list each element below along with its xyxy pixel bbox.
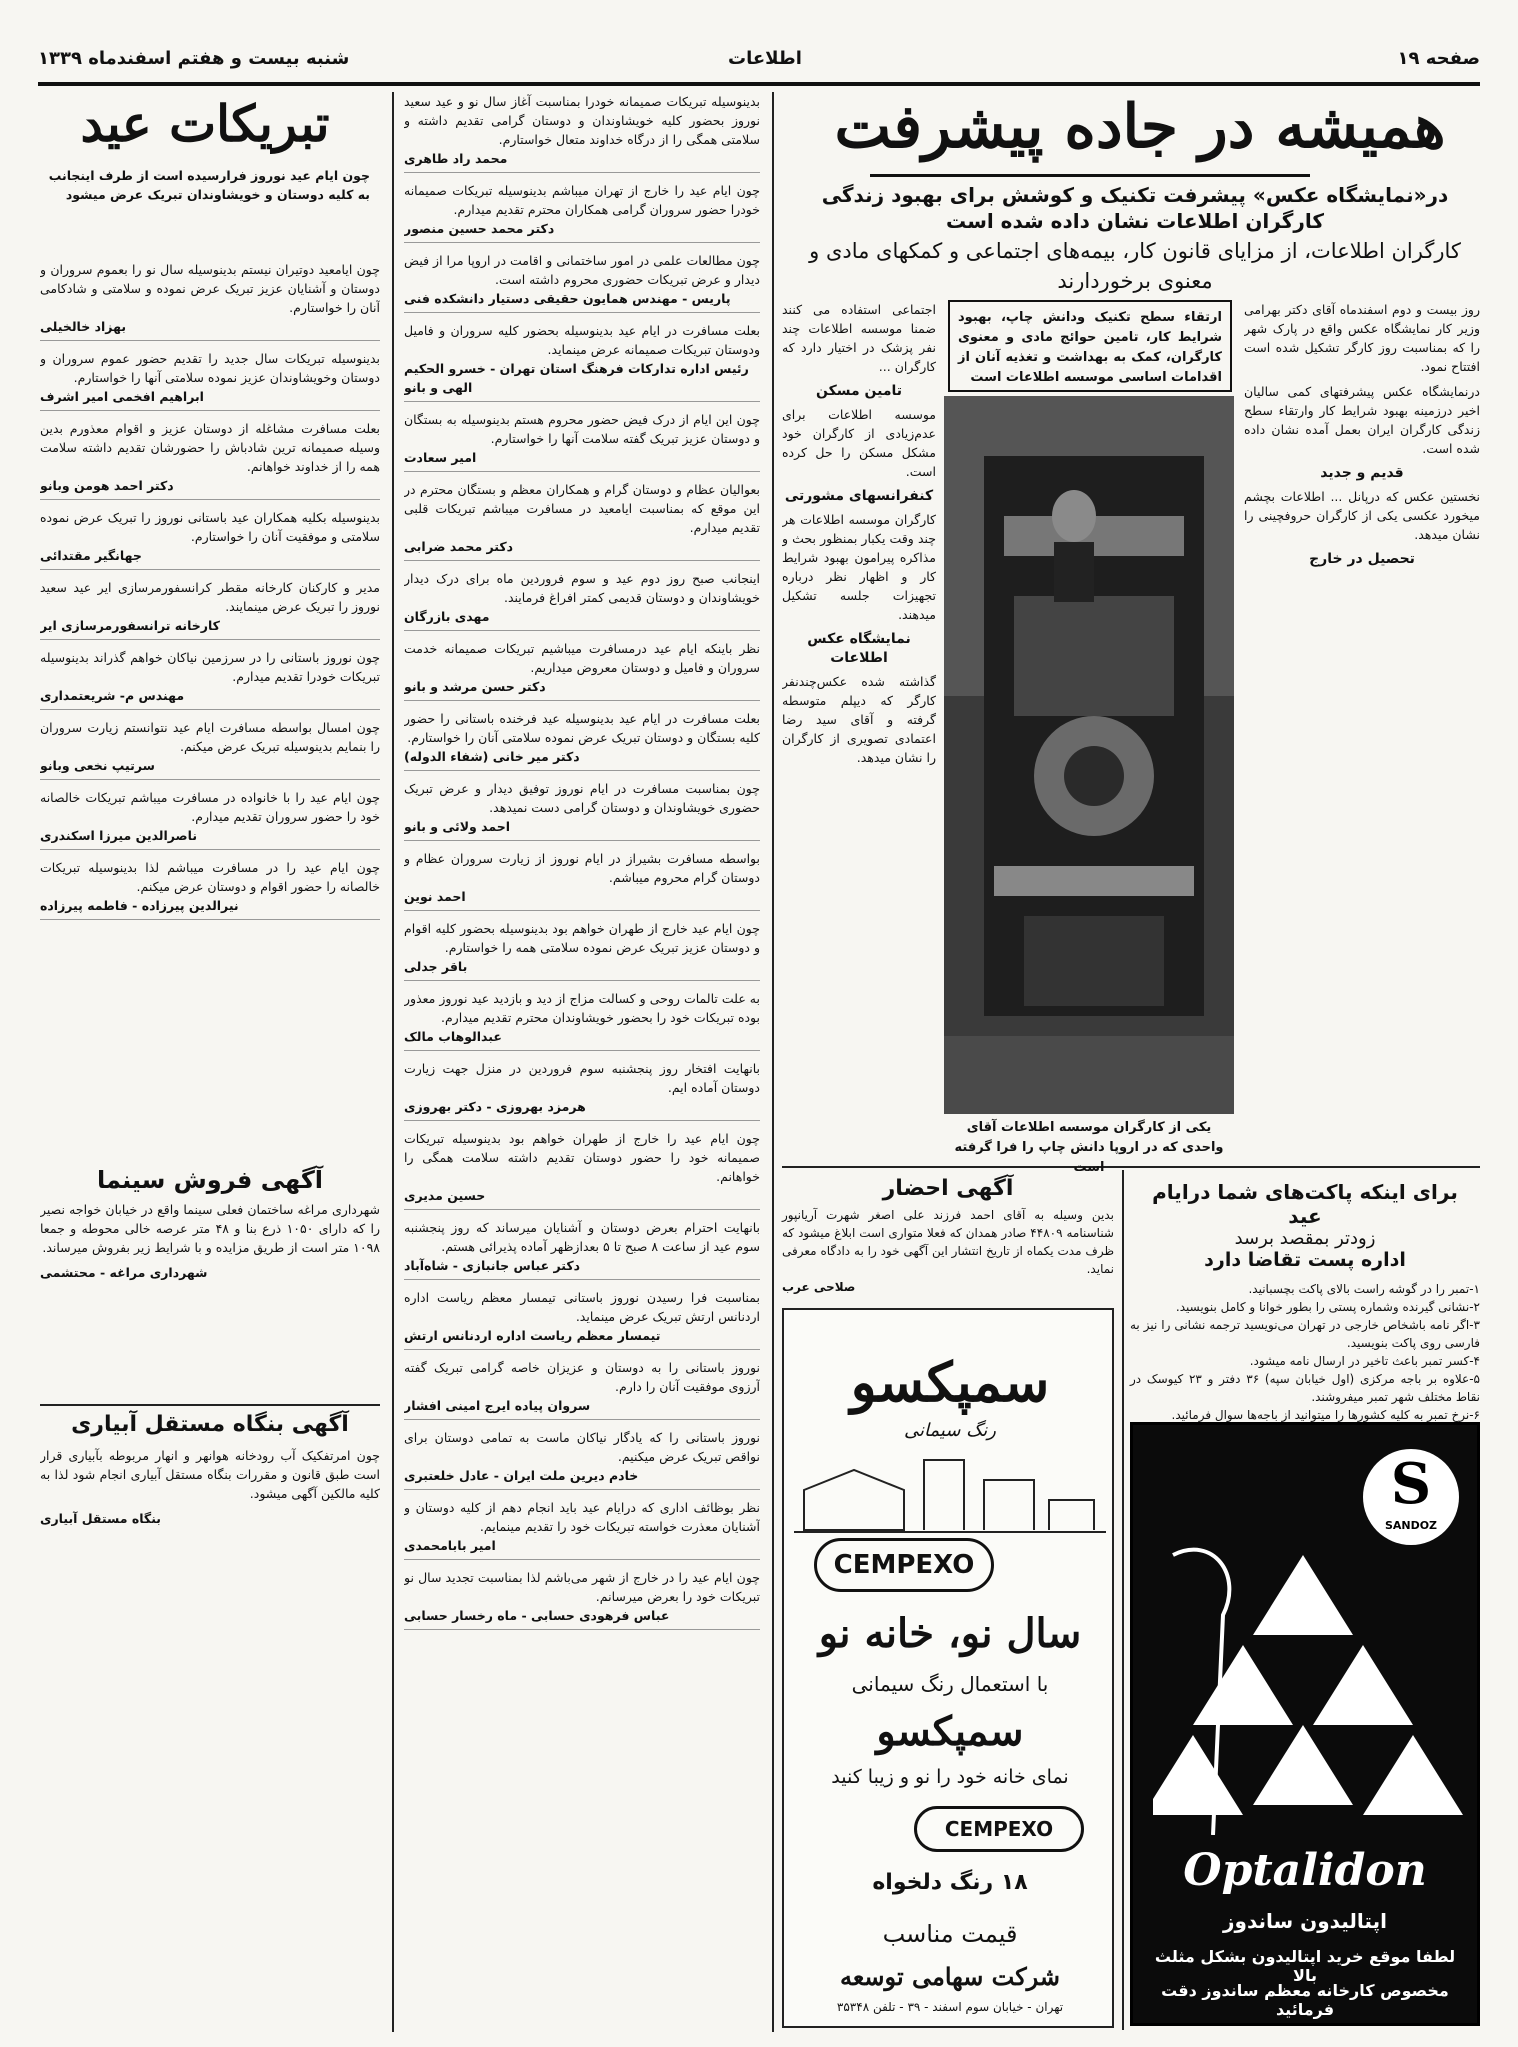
greeting-entry [404, 779, 760, 841]
paper-name: اطلاعات [728, 48, 802, 69]
issue-date: شنبه بیست و هفتم اسفندماه ۱۳۳۹ [38, 48, 350, 69]
greeting-entry [404, 1129, 760, 1210]
summons-signature: صلاحی عرب [782, 1280, 856, 1294]
paragraph: موسسه اطلاعات برای عدم‌زیادی از کارگران خود مشکل مسکن را حل کرده است. [782, 407, 936, 479]
greeting-signature: حسین مدیری [404, 1188, 486, 1203]
greeting-entry [40, 788, 380, 850]
postal-notice [1130, 1176, 1480, 1275]
greeting-text: چون ایام عید را در مسافرت میباشم لذا بدینوسیله تبریکات خالصانه را حضور اقوام و دوستان عرض میکنم. [40, 860, 380, 894]
greeting-text: بدینوسیله بکلیه همکاران عید باستانی نوروز را تبریک عرض نموده سلامتی و موفقیت آنان را خواستارم. [40, 510, 380, 544]
greeting-signature: باقر جدلی [404, 959, 468, 974]
cempexo-colors: ۱۸ رنگ دلخواه [872, 1870, 1028, 1895]
greeting-text: بدینوسیله تبریکات سال جدید را تقدیم حضور عموم سروران و دوستان وخویشاوندان عزیز نموده سلامتی آنها را خواستارم. [40, 351, 380, 385]
greeting-signature: نیرالدین پیرزاده - فاطمه پیرزاده [40, 898, 239, 913]
column-rule [1122, 1170, 1124, 2030]
greeting-entry [404, 989, 760, 1051]
greeting-entry [404, 919, 760, 981]
sandoz-fa3: مخصوص کارخانه معظم ساندوز دقت فرمائید [1161, 1981, 1449, 2019]
sandoz-fa2: لطفا موقع خرید اپتالیدون بشکل مثلث بالا [1154, 1947, 1456, 1985]
greeting-text: چون ایام عید را در خارج از شهر می‌باشم لذا بمناسبت تجدید سال نو تبریکات خود را بعرض میرسانم. [404, 1570, 760, 1604]
paragraph: کارگران موسسه اطلاعات هر چند وقت یکبار بمنظور بحث و مذاکره پیرامون بهبود شرایط کار و اظهار نظر درباره تجهیزات جلسه تشکیل میدهند. [782, 512, 936, 622]
sandoz-ad [1130, 1422, 1480, 2026]
section-rule [40, 1404, 380, 1406]
greeting-signature: ناصرالدین میرزا اسکندری [40, 828, 198, 843]
cempexo-ad [782, 1308, 1114, 2028]
title-rule [870, 174, 1310, 177]
page-number: صفحه ۱۹ [1397, 48, 1480, 69]
subhead: تامین مسکن [815, 383, 903, 399]
greeting-text: چون امسال بواسطه مسافرت ایام عید نتوانستم زیارت سروران را بنمایم بدینوسیله تبریک عرض میکنم. [40, 720, 380, 754]
greeting-text: بعلت مسافرت در ایام عید بدینوسیله عید فرخنده باستانی را حضور کلیه بستگان و دوستان تبریک عرض نموده سلامتی آنان را خواستارم. [404, 711, 760, 745]
greeting-entry [404, 321, 760, 402]
feature-subtitle: در«نمایشگاه عکس» پیشرفت تکنیک و کوشش برای بهبود زندگی کارگران اطلاعات نشان داده شده است [821, 183, 1449, 233]
feature-title: همیشه در جاده پیشرفت [834, 92, 1446, 162]
greeting-text: نوروز باستانی را که یادگار نیاکان ماست به تمامی دوستان برای نواقص تبریک عرض میکنیم. [404, 1430, 760, 1464]
cempexo-brand-fa: سمپکسو [850, 1350, 1050, 1414]
greeting-entry [404, 1288, 760, 1350]
greeting-signature: احمد نوین [404, 889, 466, 904]
cempexo-line2: با استعمال رنگ سیمانی [851, 1672, 1049, 1696]
irrigation-ad-body [40, 1446, 380, 2026]
paragraph: روز بیست و دوم اسفندماه آقای دکتر بهرامی وزیر کار نمایشگاه عکس واقع در پارک شهر را که بمناسبت روز کارگر تشکیل شده است افتتاح نمود. [1244, 302, 1480, 374]
sandoz-product: Optalidon [1183, 1845, 1427, 1896]
greeting-signature: عبدالوهاب مالک [404, 1029, 502, 1044]
greeting-entry [404, 709, 760, 771]
list-item: ۵-علاوه بر باجه مرکزی (اول خیابان سپه) ۳۶ دفتر و ۲۳ کیوسک در نقاط مختلف شهر تمبر میفروشند. [1130, 1372, 1480, 1404]
greeting-entry [40, 349, 380, 411]
photo-caption: یکی از کارگران موسسه اطلاعات آقای واحدی که در اروپا دانش چاپ را فرا گرفته است [954, 1120, 1224, 1175]
paragraph: درنمایشگاه عکس پیشرفتهای کمی سالیان اخیر درزمینه بهبود شرایط کار وارتقاء سطح زندگی کارگران ایران بعمل آمده نشان داده شده است. [1244, 384, 1480, 456]
greeting-signature: مهندس م- شریعتمداری [40, 688, 185, 703]
paragraph: نخستین عکس که درپانل ... اطلاعات بچشم میخورد عکسی یکی از کارگران حروفچینی را نشان میدهد. [1244, 489, 1480, 542]
list-item: ۳-اگر نامه باشخاص خارجی در تهران می‌نویسید ترجمه نشانی را نیز به فارسی روی پاکت بنویسید. [1130, 1318, 1480, 1350]
greeting-entry [40, 858, 380, 920]
greeting-text: بمناسبت فرا رسیدن نوروز باستانی تیمسار معظم ریاست اداره اردنانس ارتش تبریک عرض مینماید. [404, 1290, 760, 1324]
cempexo-slogan: سال نو، خانه نو [818, 1610, 1082, 1657]
column-rule [392, 92, 394, 2032]
cinema-ad-title: آگهی فروش سینما [97, 1166, 323, 1194]
greeting-entry [404, 1218, 760, 1280]
greeting-signature: هرمزد بهروزی - دکتر بهروزی [404, 1099, 586, 1114]
paragraph: گذاشته شده عکس‌چندنفر کارگر که دیپلم متوسطه گرفته و آقای سید رضا اعتمادی تصویری از کارگران را نشان میدهد. [782, 674, 936, 765]
list-item: ۱-تمبر را در گوشه راست بالای پاکت بچسبانید. [1248, 1282, 1480, 1296]
list-item: ۴-کسر تمبر باعث تاخیر در ارسال نامه میشود. [1249, 1354, 1480, 1368]
masthead-rule [38, 82, 1480, 86]
cempexo-company: شرکت سهامی توسعه [839, 1962, 1061, 1991]
greeting-entry [404, 1358, 760, 1420]
greeting-entry [404, 251, 760, 313]
greeting-entry [404, 92, 760, 173]
greeting-entry [40, 260, 380, 341]
greeting-signature: سروان پیاده ایرج امینی افشار [404, 1398, 591, 1413]
greeting-signature: دکتر محمد حسین منصور [404, 221, 555, 236]
greeting-text: بانهایت افتخار روز پنجشنبه سوم فروردین در منزل جهت زیارت دوستان آماده ایم. [404, 1061, 760, 1095]
greeting-text: چون ایام عید را خارج از طهران خواهم بود بدینوسیله تبریکات صمیمانه خود را حضور دوستان تقدیم داشته سلامت همگی را خواهانم. [404, 1131, 760, 1184]
greeting-signature: تیمسار معظم ریاست اداره اردنانس ارتش [404, 1328, 661, 1343]
cempexo-brand-fa-2: سمپکسو [876, 1708, 1024, 1755]
greeting-signature: ابراهیم افخمی امیر اشرف [40, 389, 204, 404]
greeting-entry [40, 578, 380, 640]
greeting-signature: دکتر میر خانی (شفاء الدوله) [404, 749, 580, 764]
greeting-text: نظر باینکه ایام عید درمسافرت میباشیم تبریکات صمیمانه خدمت سروران و فامیل و دوستان معروض میداریم. [404, 641, 760, 675]
greeting-text: اینجانب صبح روز دوم عید و سوم فروردین ماه برای درک دیدار خویشاوندان و دوستان قدیمی کمتر افراغ فرمایند. [404, 571, 760, 605]
subhead: قدیم و جدید [1320, 465, 1404, 481]
subhead: نمایشگاه عکس اطلاعات [807, 631, 911, 666]
printing-press-illustration [944, 396, 1234, 1114]
tablets-illustration [1153, 1535, 1463, 1835]
greeting-text: چون نوروز باستانی را در سرزمین نیاکان خواهم گذراند بدینوسیله تبریکات خودرا تقدیم میدارم. [40, 650, 380, 684]
postal-line2: زودتر بمقصد برسد [1234, 1228, 1376, 1249]
greeting-signature: امیر سعادت [404, 450, 477, 465]
greeting-signature: دکتر حسن مرشد و بانو [404, 679, 546, 694]
greeting-entry [404, 1498, 760, 1560]
greeting-entry [404, 1059, 760, 1121]
greeting-text: نوروز باستانی را به دوستان و عزیزان خاصه گرامی تبریک گفته آرزوی موفقیت آنان را دارم. [404, 1360, 760, 1394]
greeting-entry [40, 508, 380, 570]
cinema-ad-body [40, 1200, 380, 1400]
cinema-ad-signature: شهرداری مراغه - محتشمی [40, 1265, 208, 1280]
cempexo-logo-small: CEMPEXO [914, 1806, 1084, 1852]
greeting-signature: دکتر احمد هومن وبانو [40, 478, 174, 493]
greeting-signature: محمد راد طاهری [404, 151, 508, 166]
greeting-text: چون مطالعات علمی در امور ساختمانی و اقامت در اروپا مرا از فیض دیدار و عرض تبریکات حضوری محروم داشته است. [404, 253, 760, 287]
greeting-entry [404, 1568, 760, 1630]
greeting-entry [404, 849, 760, 911]
greeting-signature: احمد ولائی و بانو [404, 819, 511, 834]
greeting-signature: جهانگیر مقتدائی [40, 548, 142, 563]
greeting-entry [40, 419, 380, 500]
greeting-entry [40, 648, 380, 710]
greeting-signature: بهزاد خالخیلی [40, 319, 127, 334]
greeting-signature: سرتیپ نخعی وبانو [40, 758, 155, 773]
sandoz-logo: S SANDOZ [1363, 1449, 1459, 1545]
list-item: ۶-نرخ تمبر به کلیه کشورها را میتوانید از باجه‌ها سوال فرمائید. [1171, 1408, 1480, 1422]
greetings-column-1 [40, 260, 380, 1160]
greeting-entry [404, 569, 760, 631]
cempexo-price: قیمت مناسب [882, 1920, 1018, 1948]
paragraph: شهرداری مراغه ساختمان فعلی سینما واقع در خیابان خواجه نصیر را که دارای ۱۰۵۰ ذرع بنا و ۴۸ متر عرصه خالی محوطه و جمعا ۱۰۹۸ متر است از طریق مزایده و با شرایط زیر بفروش میرساند. [40, 1202, 380, 1255]
irrigation-ad-title: آگهی بنگاه مستقل آبیاری [71, 1412, 349, 1437]
greeting-entry [40, 718, 380, 780]
greeting-entry [404, 410, 760, 472]
cempexo-tagline: رنگ سیمانی [904, 1420, 996, 1441]
subhead: تحصیل در خارج [1309, 551, 1415, 567]
cempexo-line3: نمای خانه خود را نو و زیبا کنید [831, 1766, 1069, 1788]
postal-line1: برای اینکه پاکت‌های شما درایام عید [1152, 1180, 1458, 1228]
feature-deck: کارگران اطلاعات، از مزایای قانون کار، بیمه‌های اجتماعی و کمکهای مادی و معنوی برخوردارند [809, 239, 1461, 293]
greeting-text: چون ایام عید را با خانواده در مسافرت میباشم تبریکات خالصانه خود را حضور سروران تقدیم میدارم. [40, 790, 380, 824]
greeting-text: نظر بوظائف اداری که درایام عید باید انجام دهم از کلیه دوستان و آشنایان معذرت خواسته تبریکات خود را تقدیم مینمایم. [404, 1500, 760, 1534]
greeting-text: چون ایام عید خارج از طهران خواهم بود بدینوسیله بحضور کلیه اقوام و دوستان عزیز تبریک عرض نموده سلامتی همه را خواستارم. [404, 921, 760, 955]
postal-line3: اداره پست تقاضا دارد [1204, 1249, 1406, 1271]
skyline-icon [794, 1450, 1106, 1540]
greeting-signature: کارخانه ترانسفورمرسازی ایر [40, 618, 220, 633]
greeting-signature: دکتر عباس جانبازی - شاه‌آباد [404, 1258, 581, 1273]
greetings-title: تبریکات عید [80, 94, 330, 153]
greeting-text: چون بمناسبت مسافرت در ایام نوروز توفیق دیدار و عرض تبریک حضوری خویشاوندان و دوستان گرامی دست نمیدهد. [404, 781, 760, 815]
subhead: کنفرانسهای مشورتی [784, 488, 934, 504]
greeting-text: چون این ایام از درک فیض حضور محروم هستم بدینوسیله به بستگان و دوستان عزیز تبریک گفته سلامت آنها را خواستارم. [404, 412, 760, 446]
column-rule [772, 92, 774, 2032]
greeting-signature: دکتر محمد ضرابی [404, 539, 514, 554]
greeting-text: بدینوسیله تبریکات صمیمانه خودرا بمناسبت آغاز سال نو و عید سعید نوروز بحضور کلیه خویشاوندان و دوستان گرامی تقدیم داشته و سلامتی همگی را از درگاه خداوند متعال خواستارم. [404, 94, 760, 147]
sandoz-fa1: اپتالیدون ساندوز [1223, 1909, 1387, 1933]
greeting-signature: رئیس اداره تدارکات فرهنگ استان تهران - خسرو الحکیم الهی و بانو [404, 361, 749, 395]
greeting-signature: عباس فرهودی حسابی - ماه رخسار حسابی [404, 1608, 670, 1623]
greeting-text: بعلت مسافرت در ایام عید بدینوسیله بحضور کلیه سروران و فامیل ودوستان تبریکات صمیمانه عرض مینماید. [404, 323, 760, 357]
greeting-text: بانهایت احترام بعرض دوستان و آشنایان میرساند که روز پنجشنبه سوم عید از ساعت ۸ صبح تا ۵ بعدازظهر آماده پذیرائی هستم. [404, 1220, 760, 1254]
summons-body [782, 1206, 1114, 1296]
worker-photo [944, 396, 1234, 1114]
masthead [38, 40, 1480, 80]
greeting-entry [404, 1428, 760, 1490]
greeting-signature: مهدی بازرگان [404, 609, 490, 624]
greeting-entry [404, 639, 760, 701]
greeting-signature: پاریس - مهندس همایون حقیقی دستیار دانشکده فنی [404, 291, 731, 306]
greeting-signature: خادم دیرین ملت ایران - عادل خلعتبری [404, 1468, 639, 1483]
list-item: ۲-نشانی گیرنده وشماره پستی را بطور خوانا و کامل بنویسید. [1175, 1300, 1480, 1314]
greeting-text: به علت تالمات روحی و کسالت مزاج از دید و بازدید عید نوروز معذور بوده تبریکات خود را بحضور خویشاوندان محترم تقدیم میدارم. [404, 991, 760, 1025]
boxed-note: ارتقاء سطح تکنیک ودانش چاپ، بهبود شرایط کار، تامین حوائج مادی و معنوی کارگران، کمک به بهداشت و تغذیه آنان از اقدامات اساسی موسسه اطلاعات است [948, 300, 1232, 392]
cempexo-logo: CEMPEXO [814, 1538, 994, 1592]
paragraph: چون امرتفکیک آب رودخانه هوانهر و انهار مربوطه بآبیاری قرار است طبق قانون و مقررات بنگاه مستقل آبیاری انجام شود لذا به کلیه مالکین آگهی میشود. [40, 1448, 380, 1501]
greeting-text: بعلت مسافرت مشاغله از دوستان عزیز و اقوام معذورم بدین وسیله صمیمانه ترین شادباش را حضورشان تقدیم داشته سلامت همه را از خداوند خواهانم. [40, 421, 380, 474]
greeting-text: چون ایام عید را خارج از تهران میباشم بدینوسیله تبریکات صمیمانه خودرا حضور سروران گرامی همکاران محترم تقدیم میدارم. [404, 183, 760, 217]
greeting-text: بواسطه مسافرت بشیراز در ایام نوروز از زیارت سروران عظام و دوستان گرام محروم میباشم. [404, 851, 760, 885]
feature-column-1 [1244, 300, 1480, 1160]
greetings-column-2 [404, 92, 760, 2032]
summons-title: آگهی احضار [882, 1176, 1014, 1201]
paragraph: اجتماعی استفاده می کنند ضمنا موسسه اطلاعات چند نفر پزشک در اختیار دارد که کارگران ... [782, 302, 936, 374]
greetings-intro: چون ایام عید نوروز فرارسیده است از طرف اینجانب به کلیه دوستان و خویشاوندان تبریک عرض میشود [48, 168, 370, 202]
postal-items [1130, 1280, 1480, 1442]
greeting-entry [404, 181, 760, 243]
greeting-text: مدیر و کارکنان کارخانه مقطر کرانسفورمرسازی ایر عید سعید نوروز را تبریک عرض مینمایند. [40, 580, 380, 614]
greeting-text: بعوالیان عظام و دوستان گرام و همکاران معظم و بستگان محترم در این موقع که بمناسبت ایامعید در مسافرت میباشم تبریکات قلبی تقدیم میدارم. [404, 482, 760, 535]
feature-column-2 [782, 300, 936, 1160]
cempexo-address: تهران - خیابان سوم اسفند - ۳۹ - تلفن ۳۵۳۴۸ [836, 2000, 1064, 2014]
greeting-entry [404, 480, 760, 561]
section-rule [782, 1166, 1480, 1168]
irrigation-ad-signature: بنگاه مستقل آبیاری [40, 1511, 161, 1526]
greeting-signature: امیر بابامحمدی [404, 1538, 496, 1553]
greeting-text: چون ایامعید دوتیران نیستم بدینوسیله سال نو را بعموم سروران و دوستان و آشنایان عزیز تبریک عرض نموده و سلامتی و شادکامی آنان را خواستارم. [40, 262, 380, 315]
summons-text: بدین وسیله به آقای احمد فرزند علی اصغر شهرت آریانپور شناسنامه ۴۴۸۰۹ صادر همدان که فعلا متواری است ابلاغ میشود که ظرف مدت یکماه از تاریخ انتشار این آگهی خود را به دادگاه معرفی نماید. [782, 1208, 1114, 1276]
